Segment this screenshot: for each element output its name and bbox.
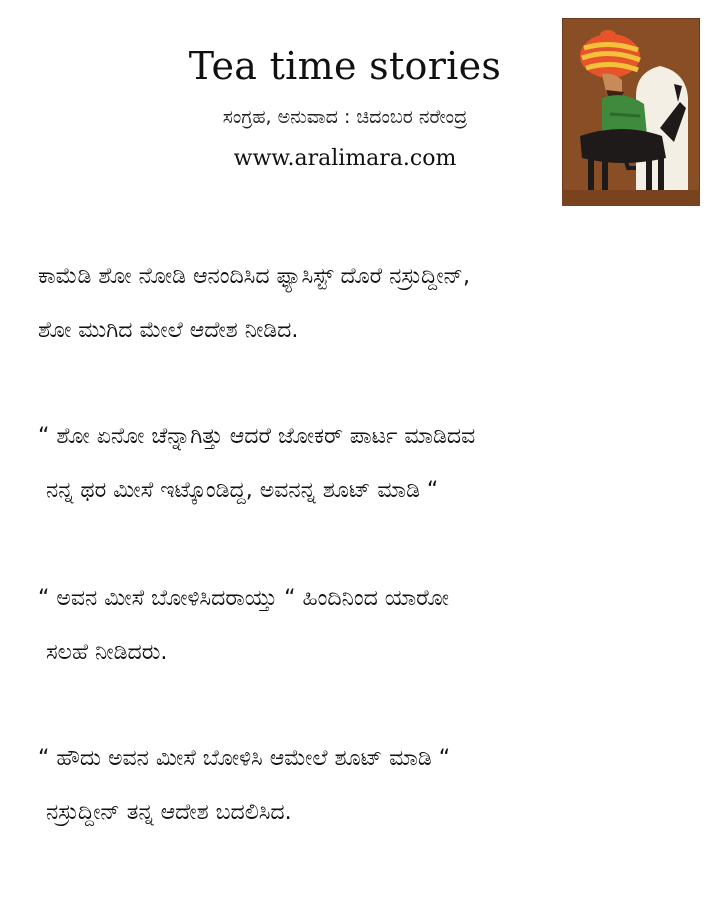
author-credit: ಸಂಗ್ರಹ, ಅನುವಾದ : ಚಿದಂಬರ ನರೇಂದ್ರ bbox=[222, 106, 468, 128]
page-title: Tea time stories bbox=[188, 44, 502, 88]
paragraph-4-line-2: ನಸ್ರುದ್ದೀನ್ ತನ್ನ ಆದೇಶ ಬದಲಿಸಿದ. bbox=[46, 800, 292, 825]
paragraph-4-line-1: “ ಹೌದು ಅವನ ಮೀಸೆ ಬೋಳಿಸಿ ಆಮೇಲೆ ಶೂಟ್ ಮಾಡಿ “ bbox=[38, 746, 451, 771]
website-url: www.aralimara.com bbox=[233, 146, 457, 171]
paragraph-1-line-1: ಕಾಮೆಡಿ ಶೋ ನೋಡಿ ಆನಂದಿಸಿದ ಫ್ಯಾಸಿಸ್ಟ್ ದೊರೆ ನಸ್ರುದ್ದೀನ್, bbox=[38, 264, 470, 289]
header bbox=[0, 0, 720, 200]
nasruddin-on-donkey-icon bbox=[562, 18, 700, 206]
paragraph-3-line-1: “ ಅವನ ಮೀಸೆ ಬೋಳಿಸಿದರಾಯ್ತು “ ಹಿಂದಿನಿಂದ ಯಾರೋ bbox=[38, 586, 450, 611]
paragraph-3-line-2: ಸಲಹೆ ನೀಡಿದರು. bbox=[46, 640, 168, 665]
paragraph-2-line-1: “ ಶೋ ಏನೋ ಚೆನ್ನಾಗಿತ್ತು ಆದರೆ ಜೋಕರ್ ಪಾರ್ಟ ಮಾಡಿದವ bbox=[38, 424, 476, 449]
paragraph-2-line-2: ನನ್ನ ಥರ ಮೀಸೆ ಇಟ್ಕೊಂಡಿದ್ದ, ಅವನನ್ನ ಶೂಟ್ ಮಾಡಿ “ bbox=[46, 478, 439, 503]
paragraph-1-line-2: ಶೋ ಮುಗಿದ ಮೇಲೆ ಆದೇಶ ನೀಡಿದ. bbox=[38, 318, 299, 343]
